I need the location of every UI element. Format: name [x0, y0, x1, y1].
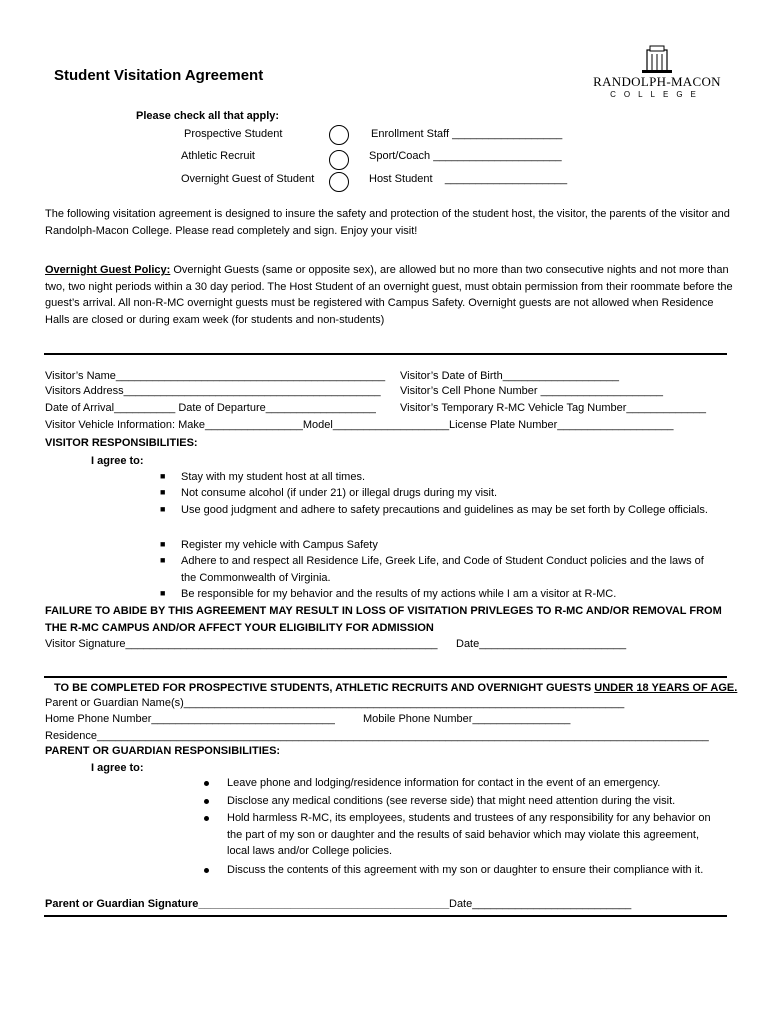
visitor-resp-item: Register my vehicle with Campus Safety — [181, 539, 378, 551]
arrival-departure-field[interactable]: Date of Arrival__________ Date of Departure__________________ — [45, 402, 376, 414]
bullet-icon — [204, 868, 209, 873]
visitor-resp-item: Use good judgment and adhere to safety precautions and guidelines as may be set forth by College officials. — [181, 504, 708, 516]
option-prospective-student: Prospective Student — [184, 128, 283, 140]
failure-warning-line2: THE R-MC CAMPUS AND/OR AFFECT YOUR ELIGIBILITY FOR ADMISSION — [45, 622, 434, 634]
bullet-icon — [204, 781, 209, 786]
visitor-cell-field[interactable]: Visitor’s Cell Phone Number ____________________ — [400, 385, 663, 397]
guardian-resp-item: Disclose any medical conditions (see reverse side) that might need attention during the visit. — [227, 795, 676, 807]
logo-subtitle: COLLEGE — [610, 90, 704, 99]
failure-warning-line1: FAILURE TO ABIDE BY THIS AGREEMENT MAY RESULT IN LOSS OF VISITATION PRIVLEGES TO R-MC AND/OR REMOVAL FROM — [45, 605, 722, 617]
guardian-heading-age: UNDER 18 YEARS OF AGE. — [594, 682, 738, 694]
checkbox-prospective-student[interactable] — [329, 125, 349, 145]
policy-text: Overnight Guests (same or opposite sex), are allowed but no more than two consecutive nights and not more than two, two night periods within a 30 day period. The Host Student of an overnight guest, must obtain permission from their roommate before the guest’s arrival. All non-R-MC overnight guests must be registered with Campus Safety. Overnight guests are not allowed when Residence Halls are closed or during exam week (for students and non-students) — [45, 264, 733, 326]
checkbox-overnight-guest[interactable] — [329, 172, 349, 192]
bullet-icon: ■ — [160, 555, 166, 565]
visitor-resp-item: Adhere to and respect all Residence Life, Greek Life, and Code of Student Conduct policies and the laws of the Commonwealth of Virginia. — [181, 555, 704, 584]
visitor-resp-heading: VISITOR RESPONSIBILITIES: — [45, 437, 198, 449]
host-student-field[interactable]: Host Student ____________________ — [369, 173, 568, 185]
sport-coach-field[interactable]: Sport/Coach _____________________ — [369, 150, 562, 162]
guardian-heading-text: TO BE COMPLETED FOR PROSPECTIVE STUDENTS, ATHLETIC RECRUITS AND OVERNIGHT GUESTS — [54, 682, 595, 694]
intro-paragraph: The following visitation agreement is designed to insure the safety and protection of the student host, the visitor, the parents of the visitor and Randolph-Macon College. Please read completely and sign. Enjoy your visit! — [45, 208, 730, 237]
guardian-resp-item: Leave phone and lodging/residence information for contact in the event of an emergency. — [227, 777, 661, 789]
visitor-dob-field[interactable]: Visitor’s Date of Birth___________________ — [400, 370, 619, 382]
guardian-heading — [54, 682, 737, 694]
divider — [44, 915, 727, 917]
bullet-icon: ■ — [160, 539, 166, 549]
bullet-icon: ■ — [160, 471, 166, 481]
option-overnight-guest: Overnight Guest of Student — [181, 173, 315, 185]
option-athletic-recruit: Athletic Recruit — [181, 150, 255, 162]
guardian-resp-item: Discuss the contents of this agreement with my son or daughter to ensure their compliance with it. — [227, 864, 704, 876]
vehicle-info-field[interactable]: Visitor Vehicle Information: Make________________Model___________________License Plate Number___________________ — [45, 419, 674, 431]
bullet-icon: ■ — [160, 504, 166, 514]
bullet-icon — [204, 799, 209, 804]
guardian-resp-item: Hold harmless R-MC, its employees, students and trustees of any responsibility for any behavior on the part of my son or daughter and the results of said behavior which may violate this agreement, local laws and/or College policies. — [227, 812, 711, 857]
visitor-agree-label: I agree to: — [91, 455, 144, 467]
visitor-date-field[interactable]: Date________________________ — [456, 638, 627, 650]
overnight-policy — [45, 262, 735, 328]
visitor-signature-field[interactable]: Visitor Signature___________________________________________________ — [45, 638, 438, 650]
guardian-agree-label: I agree to: — [91, 762, 144, 774]
policy-label: Overnight Guest Policy: — [45, 264, 171, 276]
enrollment-staff-field[interactable]: Enrollment Staff __________________ — [371, 128, 563, 140]
visitor-address-field[interactable]: Visitors Address__________________________________________ — [45, 385, 381, 397]
divider — [44, 353, 727, 355]
mobile-phone-field[interactable]: Mobile Phone Number________________ — [363, 713, 571, 725]
checklist-heading: Please check all that apply: — [136, 110, 280, 122]
guardian-names-field[interactable]: Parent or Guardian Name(s)________________________________________________________________________ — [45, 697, 625, 709]
logo-wordmark: RANDOLPH-MACON — [593, 74, 721, 89]
visitor-name-field[interactable]: Visitor’s Name____________________________________________ — [45, 370, 386, 382]
checkbox-athletic-recruit[interactable] — [329, 150, 349, 170]
guardian-resp-heading: PARENT OR GUARDIAN RESPONSIBILITIES: — [45, 745, 281, 757]
bullet-icon — [204, 816, 209, 821]
vehicle-tag-field[interactable]: Visitor’s Temporary R-MC Vehicle Tag Number_____________ — [400, 402, 706, 414]
visitor-resp-item: Stay with my student host at all times. — [181, 471, 366, 483]
guardian-signature-field[interactable]: Parent or Guardian Signature_________________________________________ — [45, 898, 450, 910]
divider — [44, 676, 727, 678]
building-icon — [592, 44, 722, 76]
visitor-resp-item: Be responsible for my behavior and the results of my actions while I am a visitor at R-MC. — [181, 588, 617, 600]
home-phone-field[interactable]: Home Phone Number______________________________ — [45, 713, 335, 725]
guardian-date-field[interactable]: Date__________________________ — [449, 898, 632, 910]
page-title: Student Visitation Agreement — [54, 67, 264, 84]
bullet-icon: ■ — [160, 487, 166, 497]
residence-field[interactable]: Residence____________________________________________________________________________________________________ — [45, 730, 709, 742]
college-logo — [592, 44, 722, 100]
bullet-icon: ■ — [160, 588, 166, 598]
visitor-resp-item: Not consume alcohol (if under 21) or illegal drugs during my visit. — [181, 487, 498, 499]
